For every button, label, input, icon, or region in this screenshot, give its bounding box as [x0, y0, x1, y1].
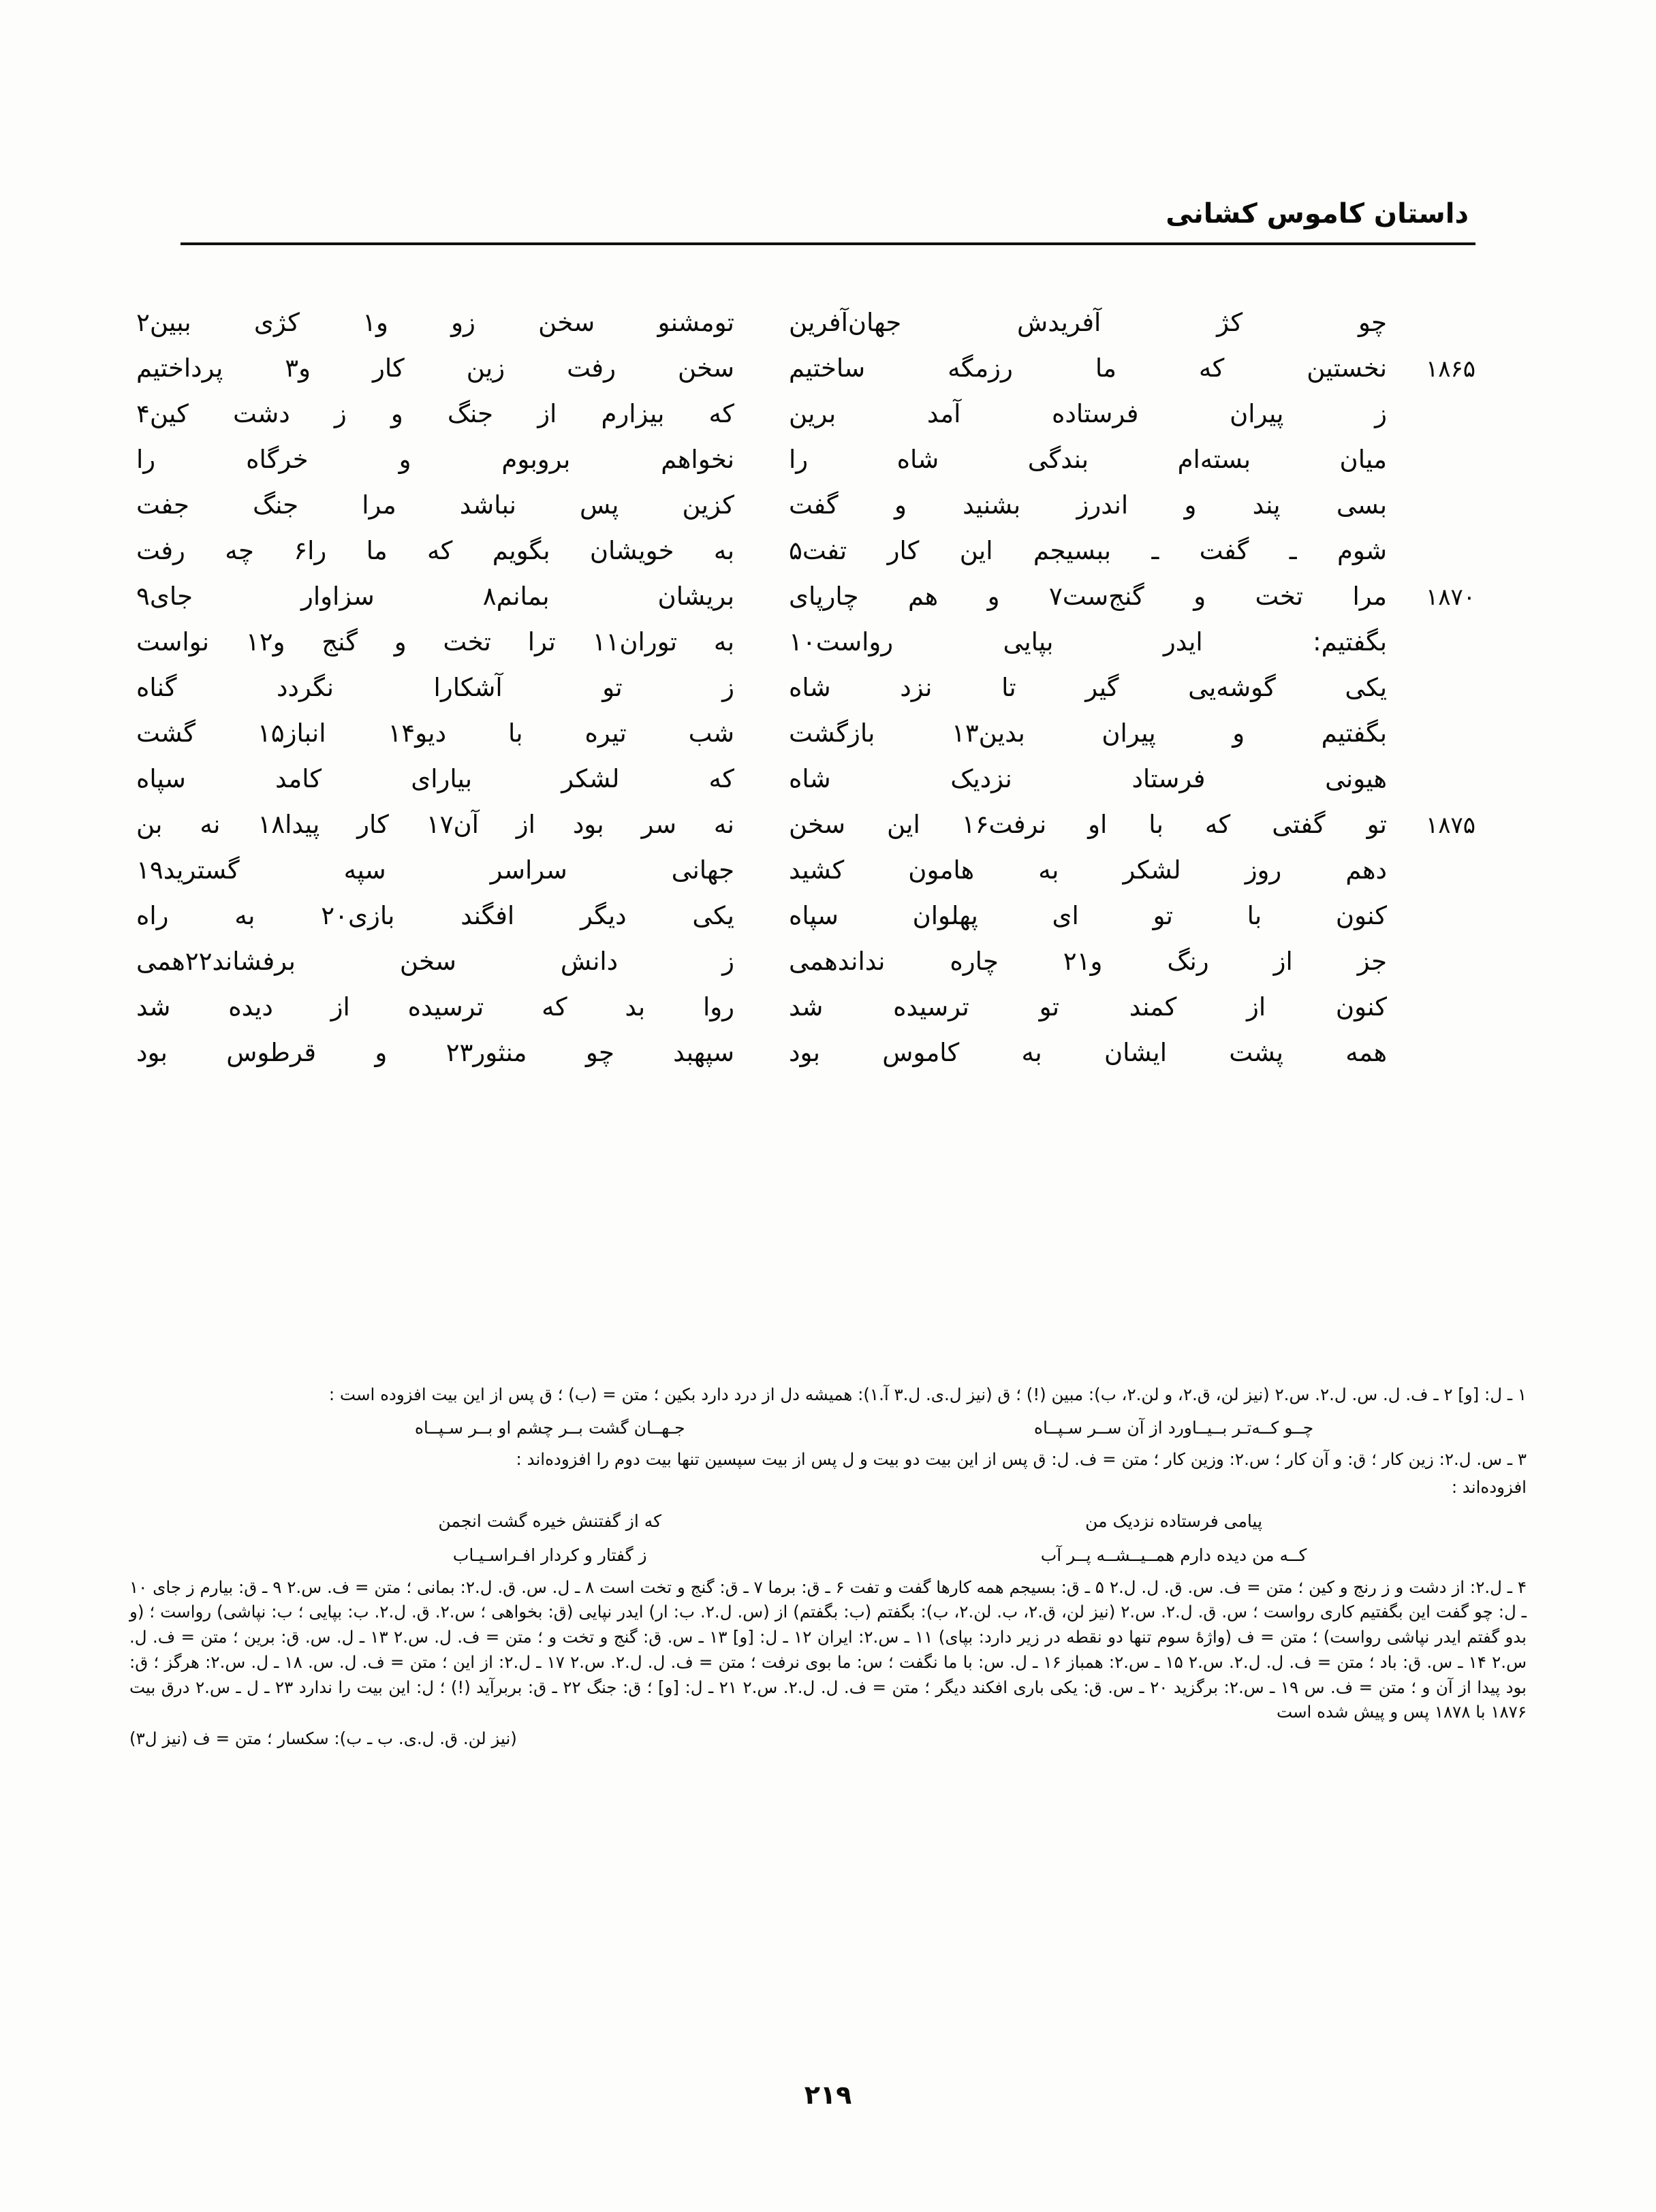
hemistich: بگفتیم: ایدر بپایی رواست۱۰: [789, 627, 1387, 657]
critical-apparatus: [129, 1382, 1527, 1753]
hemistich: روا بد که ترسیده از دیده شد: [136, 992, 734, 1022]
hemistich: نخستین که ما رزمگه ساختیم: [789, 353, 1387, 383]
quoted-verse: [129, 1542, 1527, 1570]
hemistich: جز از رنگ و۲۱ چاره نداندهمی: [789, 947, 1387, 976]
verse-number: ۱۸۷۰: [1425, 584, 1475, 611]
hemistich: سخن رفت زین کار و۳ پرداختیم: [136, 353, 735, 383]
hemistich: کنون از کمند تو ترسیده شد: [789, 992, 1387, 1022]
verse-columns: [136, 310, 1387, 1086]
quoted-hemistich: پیامی فرستاده نزدیک من: [1085, 1511, 1263, 1531]
hemistich: یکی گوشه‌یی گیر تا نزد شاه: [789, 673, 1387, 702]
hemistich: همه پشت ایشان به کاموس بود: [789, 1038, 1387, 1067]
hemistich: به خویشان بگویم که ما را۶ چه رفت: [136, 536, 735, 565]
hemistich: دهم روز لشکر به هامون کشید: [789, 855, 1387, 885]
hemistich: به توران۱۱ ترا تخت و گنج و۱۲ نواست: [136, 627, 734, 657]
hemistich: نخواهم بروبوم و خرگاه را: [136, 445, 734, 474]
quoted-hemistich: که از گفتنش خیره گشت انجمن: [438, 1511, 662, 1531]
running-head-title: داستان کاموس کشانی: [1166, 198, 1469, 230]
hemistich: هیونی فرستاد نزدیک شاه: [789, 764, 1387, 793]
footnote-paragraph: ۴ ـ ل.۲: از دشت و ز رنج و کین ؛ متن = ف. س. ق. ل. ل.۲ ۵ ـ ق: بسیجم همه کارها گفت و تفت ۶ ـ ق: برما ۷ ـ ق: گنج و تخت است ۸ ـ ل. س. ق. ل.۲: بمانی ؛ متن = ف. س.۲ ۹ ـ ق: بیارم ز جای ۱۰ ـ ل: چو گفت این بگفتیم کاری رواست ؛ س. ق. ل.۲. س.۲ (نیز لن، ق.۲، ب. لن.۲، ب): بگفتم (ب: بگفتم) از (س. ل.۲. ب: ار) ایدر نپایی (ق: بخواهی ؛ س.۲. ق. ل.۲. ب: بپایی ؛ ب: نپاشی) رواست ؛ (و بدو گفتم ایدر نپاشی رواست) ؛ متن = ف (واژهٔ سوم تنها دو نقطه در زیر دارد: بپای) ۱۱ ـ س.۲: ایران ۱۲ ـ ل: [و] ۱۳ ـ س. ق: گنج و تخت و ؛ متن = ف. ل. س.۲ ۱۳ ـ ل. س. ق: برین ؛ متن = ف. ل. س.۲ ۱۴ ـ س. ق: باد ؛ متن = ف. ل. ل.۲. س.۲ ۱۵ ـ س.۲: همباز ۱۶ ـ ل. س: با ما نگفت ؛ س: ما بوی نرفت ؛ متن = ف. ل. ل.۲. س.۲ ۱۷ ـ ل.۲: از این ؛ متن = ف. ل. س. ۱۸ ـ ل. س.۲: هرگز ؛ ق: بود پیدا از آن و ؛ متن = ف. س ۱۹ ـ س.۲: برگزید ۲۰ ـ س. ق: یکی باری افکند دیگر ؛ متن = ف. ل. ل.۲. س.۲ ۲۱ ـ ل: [و] ؛ ق: جنگ ۲۲ ـ ق: بربرآید (!) ؛ ل: این بیت را ندارد ۲۳ ـ ل ـ س.۲ درق بیت ۱۸۷۶ با ۱۸۷۸ پس و پیش شده است: [129, 1577, 1527, 1722]
hemistich: بگفتیم و پیران بدین۱۳ بازگشت: [789, 718, 1387, 748]
hemistich: ز پیران فرستاده آمد برین: [789, 399, 1387, 428]
hemistich: کنون با تو ای پهلوان سپاه: [789, 901, 1387, 930]
footnote-paragraph: ۳ ـ س. ل.۲: زین کار ؛ ق: و آن کار ؛ س.۲: وزین کار ؛ متن = ف. ل: ق پس از این بیت دو بیت و ل پس از بیت سپسین تنها بیت دوم را افزوده‌اند :: [516, 1449, 1527, 1470]
hemistich: که بیزارم از جنگ و ز دشت کین۴: [136, 399, 734, 428]
hemistich: شوم ـ گفت ـ ببسیجم این کار تفت۵: [789, 536, 1387, 565]
header-divider: [181, 242, 1475, 245]
hemistich: میان بسته‌ام بندگی شاه را: [789, 445, 1387, 474]
quoted-hemistich: ز گفتار و کردار افـراسـیـاب: [452, 1545, 647, 1566]
page-header: [181, 198, 1475, 245]
quoted-verse: [129, 1415, 1527, 1442]
hemistich: که لشکر بیارای کامد سپاه: [136, 764, 734, 793]
page-number: ۲۱۹: [804, 2080, 852, 2110]
quoted-verse: [129, 1508, 1527, 1536]
verse-number-column: [1387, 310, 1475, 1086]
hemistich: ز دانش سخن برفشاند۲۲همی: [136, 947, 734, 976]
hemistich-column-left: [136, 310, 741, 1086]
footnote-continuation: افزوده‌اند :: [1451, 1477, 1527, 1497]
hemistich: شب تیره با دیو۱۴ انباز۱۵ گشت: [136, 718, 734, 748]
quoted-hemistich: چــو کــه‌تـر بــیــاورد از آن ســر سـپــاه: [1033, 1417, 1314, 1438]
hemistich: سپهبد چو منثور۲۳ و قرطوس بود: [136, 1038, 734, 1067]
footnote-paragraph: (نیز لن. ق. ل.ی. ب ـ ب): سکسار ؛ متن = ف (نیز ل۳): [129, 1728, 517, 1749]
quoted-hemistich: جـهــان گشت بــر چشم او بــر سـپــاه: [414, 1417, 685, 1438]
hemistich: کزین پس نباشد مرا جنگ جفت: [136, 490, 734, 520]
hemistich: ز تو آشکارا نگردد گناه: [136, 673, 734, 702]
verse-area: [136, 310, 1475, 1086]
hemistich: بسی پند و اندرز بشنید و گفت: [789, 490, 1387, 520]
hemistich: یکی دیگر افگند بازی۲۰ به راه: [136, 901, 734, 930]
hemistich-column-right: [741, 310, 1387, 1086]
quoted-hemistich: کــه من دیده دارم همــیــشــه پــر آب: [1040, 1545, 1307, 1566]
hemistich: تو گفتی که با او نرفت۱۶ این سخن: [789, 810, 1387, 839]
hemistich: تومشنو سخن زو و۱ کژی ببین۲: [136, 308, 734, 337]
verse-number: ۱۸۷۵: [1425, 812, 1475, 839]
footnote-paragraph: ۱ ـ ل: [و] ۲ ـ ف. ل. س. ل.۲. س.۲ (نیز لن، ق.۲، و لن.۲، ب): مبین (!) ؛ ق (نیز ل.ی. ل.۳ آ.۱): همیشه دل از درد دارد بکین ؛ متن = (ب) ؛ ق پس از این بیت افزوده است :: [328, 1385, 1527, 1404]
hemistich: بریشان بمانم۸ سزاوار جای۹: [136, 582, 734, 611]
hemistich: جهانی سراسر سپه گسترید۱۹: [136, 855, 734, 885]
hemistich: مرا تخت و گنج‌ست۷ و هم چارپای: [789, 582, 1387, 611]
hemistich: نه سر بود از آن۱۷ کار پیدا۱۸ نه بن: [136, 810, 734, 839]
hemistich: چو کژ آفریدش جهان‌آفرین: [789, 308, 1387, 337]
verse-number: ۱۸۶۵: [1425, 356, 1475, 383]
